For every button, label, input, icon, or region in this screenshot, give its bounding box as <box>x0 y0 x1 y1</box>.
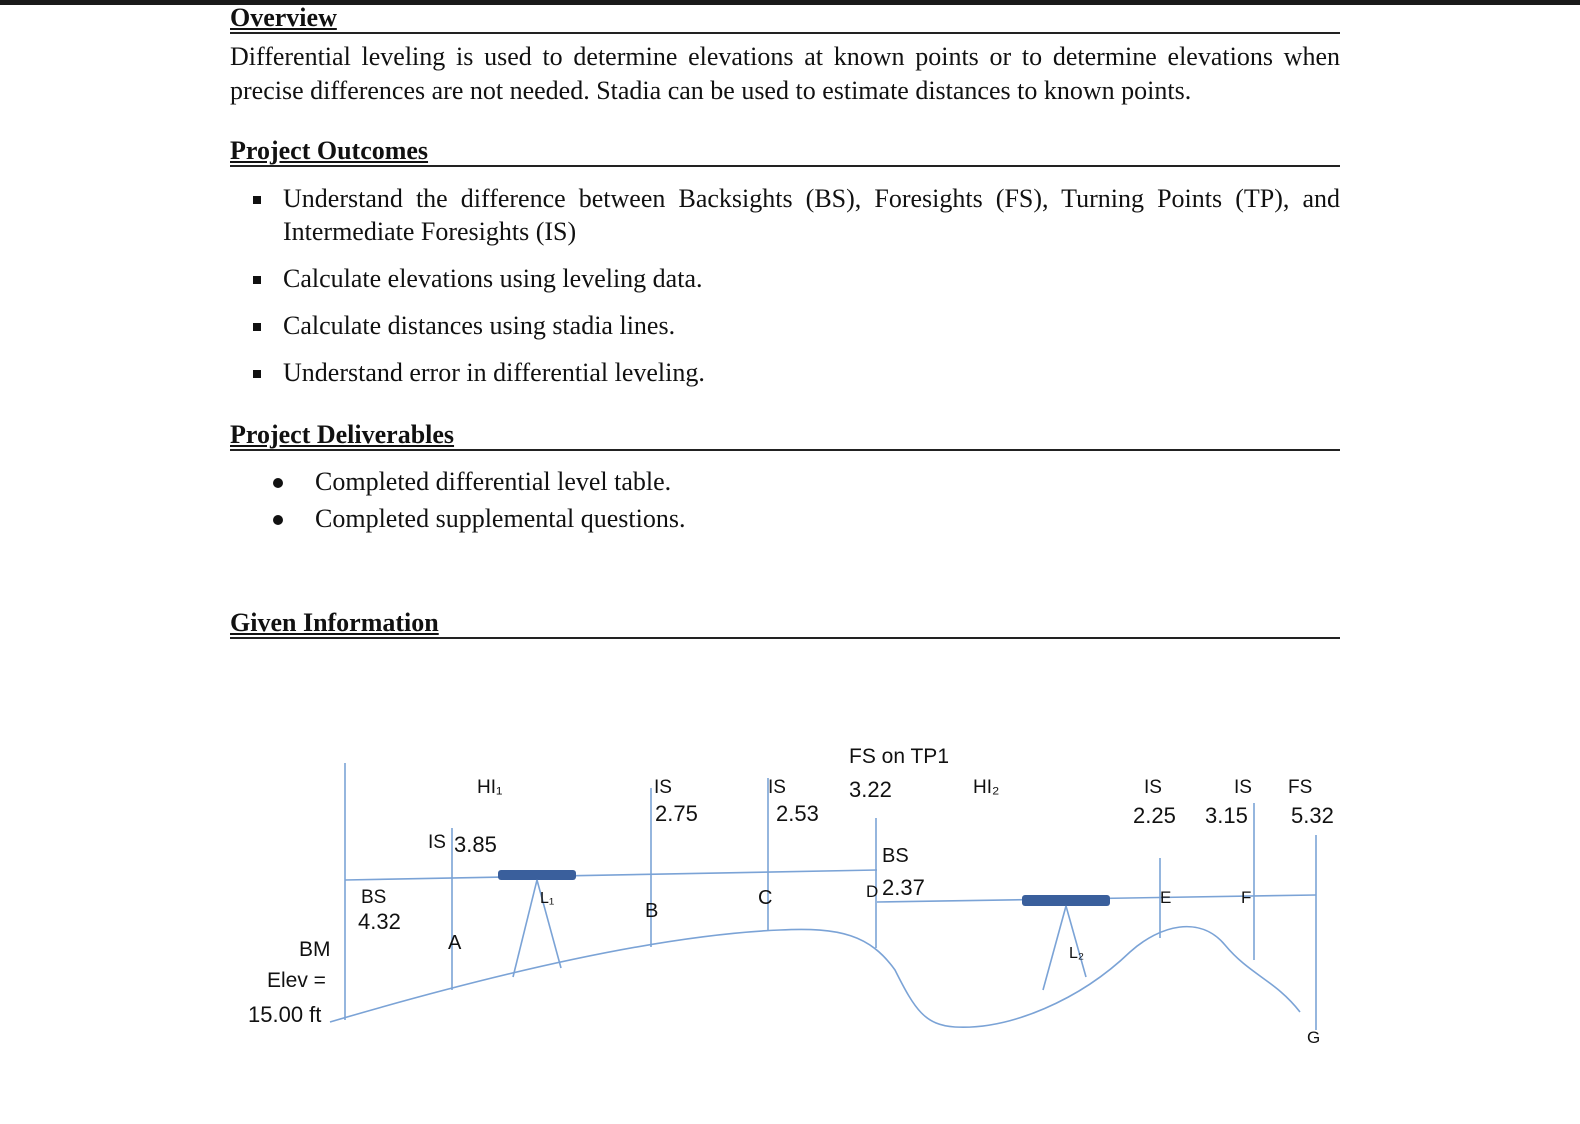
tripod-leg-2a <box>1043 906 1066 990</box>
l1-label: L₁ <box>540 890 555 907</box>
is-c-value: 2.53 <box>776 801 819 826</box>
hi1-label: HI₁ <box>477 777 503 798</box>
bs2-value: 2.37 <box>882 875 925 900</box>
bm-elev-value: 15.00 ft <box>248 1002 322 1027</box>
point-b-label: B <box>645 900 659 922</box>
list-item: Understand error in differential leveling. <box>230 356 1340 389</box>
is-f-label: IS <box>1234 777 1252 798</box>
is-e-value: 2.25 <box>1133 803 1176 828</box>
deliverables-heading: Project Deliverables <box>230 421 1340 451</box>
level-instrument-1 <box>498 870 576 880</box>
overview-heading: Overview <box>230 4 1340 34</box>
point-e-label: E <box>1160 888 1172 907</box>
point-a-label: A <box>448 932 462 954</box>
level-instrument-2 <box>1022 895 1110 906</box>
fs-g-value: 5.32 <box>1291 803 1334 828</box>
ground-profile <box>330 927 1300 1028</box>
fs-g-label: FS <box>1288 777 1313 798</box>
leveling-diagram <box>0 690 1580 1070</box>
tripod-leg-1a <box>513 880 537 977</box>
is-a-value: 3.85 <box>454 832 497 857</box>
is-f-value: 3.15 <box>1205 803 1248 828</box>
given-heading: Given Information <box>230 609 1340 639</box>
list-item: Completed supplemental questions. <box>230 500 1340 537</box>
hi2-label: HI₂ <box>973 777 1000 798</box>
point-d-label: D <box>866 882 879 901</box>
fs-tp1-value: 3.22 <box>849 777 892 802</box>
l2-label: L₂ <box>1069 945 1085 962</box>
bs1-value: 4.32 <box>358 909 401 934</box>
list-item: Calculate elevations using leveling data. <box>230 262 1340 295</box>
is-b-value: 2.75 <box>655 801 698 826</box>
bm-elev-label: Elev = <box>267 969 326 992</box>
is-e-label: IS <box>1144 777 1162 798</box>
is-c-label: IS <box>768 777 786 798</box>
fs-tp1-label: FS on TP1 <box>849 745 949 768</box>
overview-text: Differential leveling is used to determine elevations at known points or to determine elevations when precise differences are not needed. Stadia can be used to estimate distances to known points. <box>230 42 1340 105</box>
list-item: Completed differential level table. <box>230 463 1340 500</box>
deliverables-list <box>230 463 1340 537</box>
bs2-label: BS <box>882 845 909 867</box>
bs1-label: BS <box>361 887 387 908</box>
is-b-label: IS <box>654 777 672 798</box>
bm-label: BM <box>299 938 331 961</box>
point-g-label: G <box>1307 1028 1321 1047</box>
is-a-label: IS <box>428 832 446 853</box>
point-c-label: C <box>758 887 773 909</box>
tripod-leg-2b <box>1066 906 1086 977</box>
point-f-label: F <box>1241 888 1252 907</box>
list-item: Understand the difference between Backsights (BS), Foresights (FS), Turning Points (TP), and Intermediate Foresights (IS) <box>230 182 1340 248</box>
outcomes-list <box>230 182 1340 403</box>
outcomes-heading: Project Outcomes <box>230 137 1340 167</box>
sight-line-1 <box>345 870 877 880</box>
list-item: Calculate distances using stadia lines. <box>230 309 1340 342</box>
